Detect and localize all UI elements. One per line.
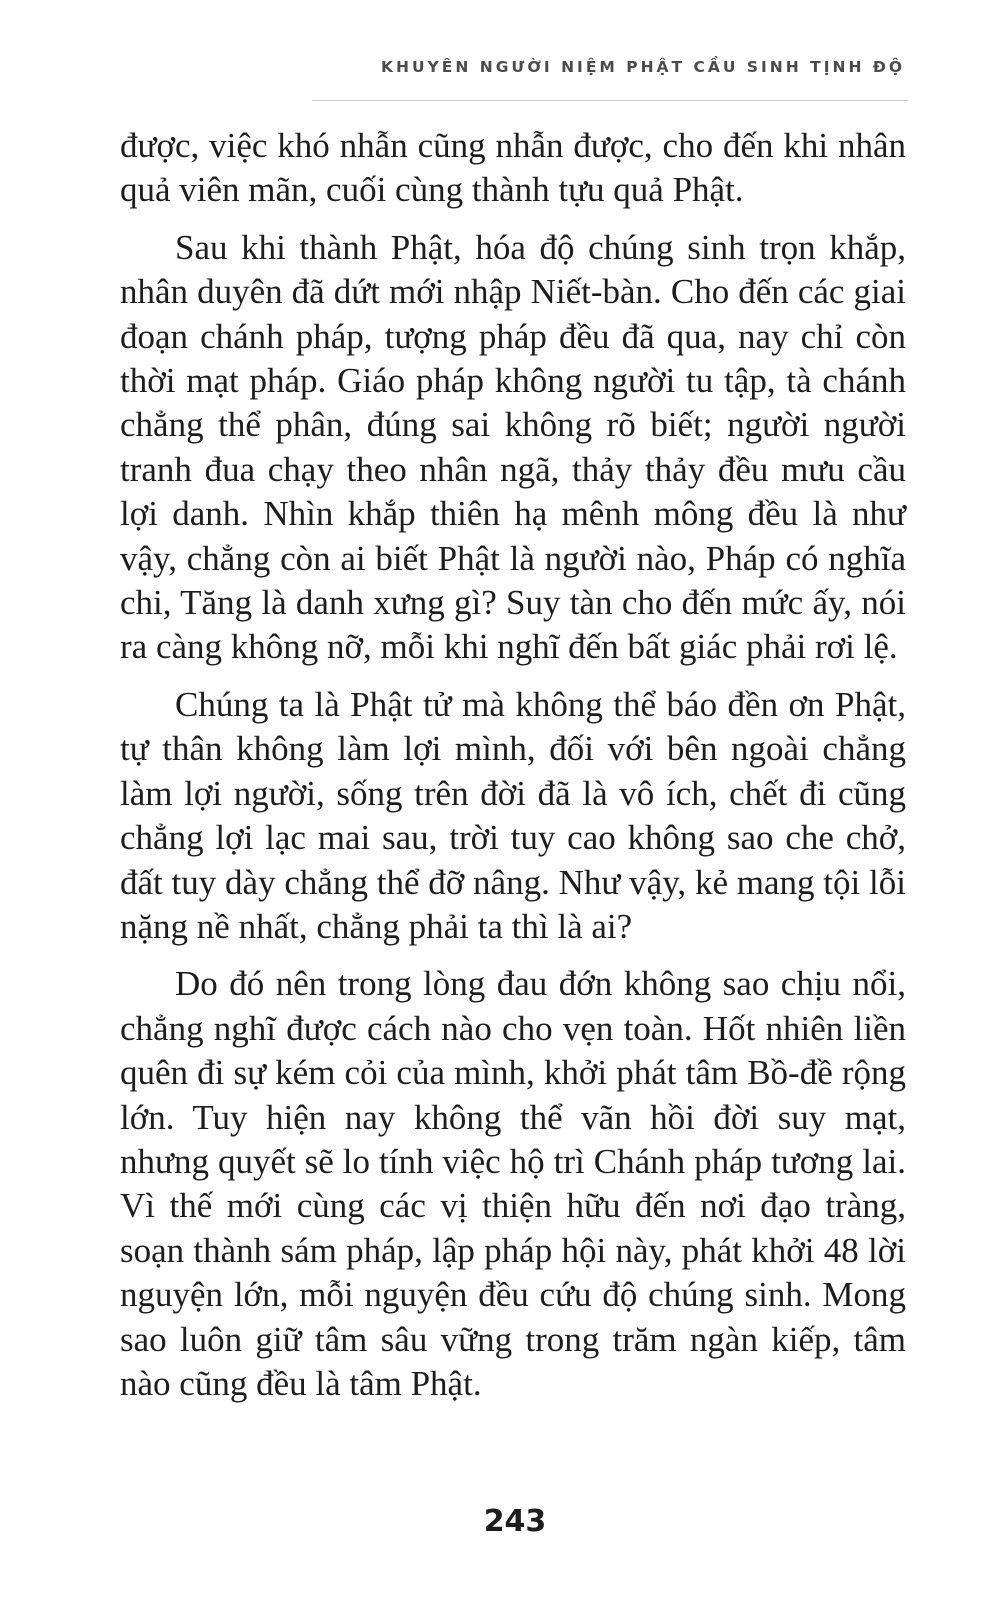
page-number: 243 xyxy=(483,1504,547,1539)
paragraph: Chúng ta là Phật tử mà không thể báo đền ơn Phật, tự thân không làm lợi mình, đối với bên ngoài chẳng làm lợi người, sống trên đời đã là vô ích, chết đi cũng chẳng lợi lạc mai sau, trời tuy cao không sao che chở, đất tuy dày chẳng thể đỡ nâng. Như vậy, kẻ mang tội lỗi nặng nề nhất, chẳng phải ta thì là ai? xyxy=(120,684,906,946)
running-header-title: KHUYÊN NGƯỜI NIỆM PHẬT CẦU SINH TỊNH ĐỘ xyxy=(380,58,905,76)
paragraph: Do đó nên trong lòng đau đớn không sao chịu nổi, chẳng nghĩ được cách nào cho vẹn toàn. Hốt nhiên liền quên đi sự kém cỏi của mình, khởi phát tâm Bồ-đề rộng lớn. Tuy hiện nay không thể vãn hồi đời suy mạt, nhưng quyết sẽ lo tính việc hộ trì Chánh pháp tương lai. Vì thế mới cùng các vị thiện hữu đến nơi đạo tràng, soạn thành sám pháp, lập pháp hội này, phát khởi 48 lời nguyện lớn, mỗi nguyện đều cứu độ chúng sinh. Mong sao luôn giữ tâm sâu vững trong trăm ngàn kiếp, tâm nào cũng đều là tâm Phật. xyxy=(120,964,906,1403)
header-divider xyxy=(312,100,908,101)
body-text xyxy=(120,124,906,1406)
paragraph-continued: được, việc khó nhẫn cũng nhẫn được, cho đến khi nhân quả viên mãn, cuối cùng thành tựu quả Phật. xyxy=(120,126,906,210)
paragraph: Sau khi thành Phật, hóa độ chúng sinh trọn khắp, nhân duyên đã dứt mới nhập Niết-bàn. Cho đến các giai đoạn chánh pháp, tượng pháp đều đã qua, nay chỉ còn thời mạt pháp. Giáo pháp không người tu tập, tà chánh chẳng thể phân, đúng sai không rõ biết; người người tranh đua chạy theo nhân ngã, thảy thảy đều mưu cầu lợi danh. Nhìn khắp thiên hạ mênh mông đều là như vậy, chẳng còn ai biết Phật là người nào, Pháp có nghĩa chi, Tăng là danh xưng gì? Suy tàn cho đến mức ấy, nói ra càng không nỡ, mỗi khi nghĩ đến bất giác phải rơi lệ. xyxy=(120,227,906,667)
